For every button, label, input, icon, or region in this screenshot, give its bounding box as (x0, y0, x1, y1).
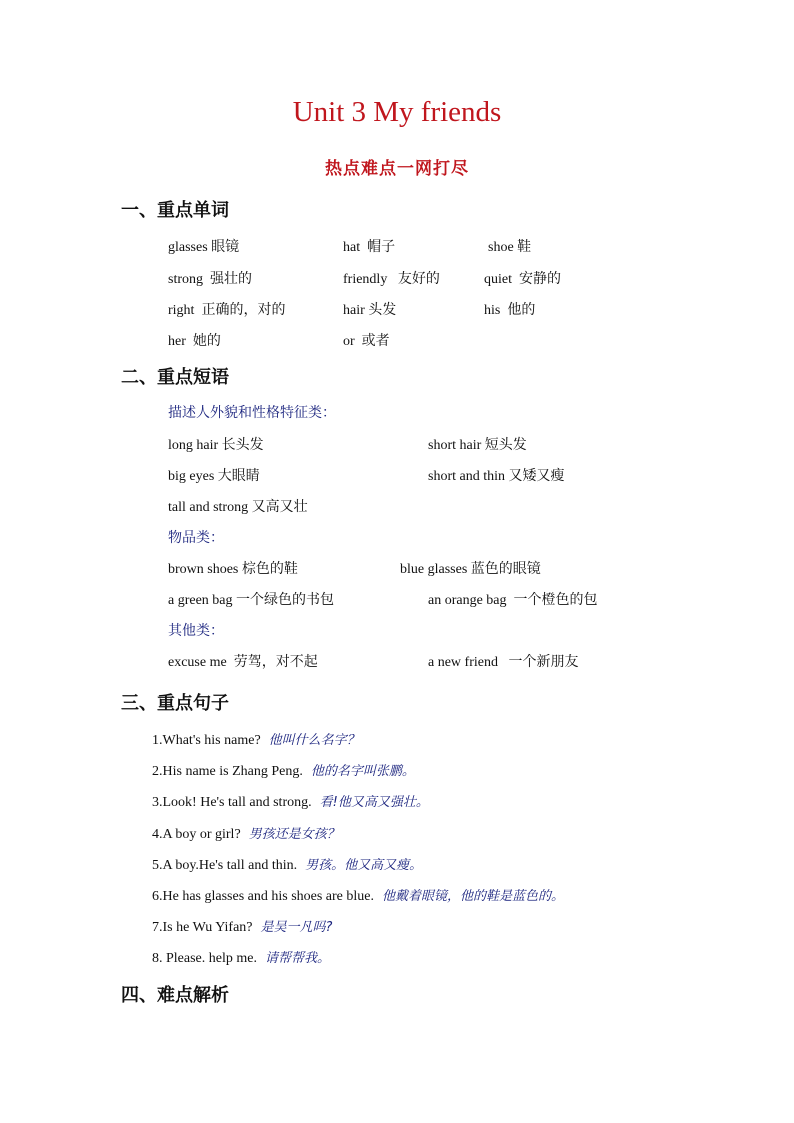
word-item: friendly 友好的 (343, 271, 440, 287)
section-heading-key-words: 一、重点单词 (121, 200, 229, 221)
sentence-item: 7.Is he Wu Yifan? 是吴一凡吗? (152, 920, 333, 935)
word-item: or 或者 (343, 333, 390, 349)
sentence-item: 5.A boy.He's tall and thin. 男孩。他又高又瘦。 (152, 858, 423, 873)
word-item: glasses 眼镜 (168, 239, 240, 255)
sentence-item: 3.Look! He's tall and strong. 看!他又高又强壮。 (152, 795, 429, 810)
word-item: hair 头发 (343, 302, 397, 318)
phrase-category-others: 其他类： (168, 623, 224, 639)
word-item: his 他的 (484, 302, 536, 318)
phrase-item: short and thin 又矮又瘦 (428, 468, 565, 484)
word-item: hat 帽子 (343, 239, 396, 255)
phrase-item: a new friend 一个新朋友 (428, 654, 579, 670)
word-item: her 她的 (168, 333, 221, 349)
phrase-item: long hair 长头发 (168, 437, 264, 453)
phrase-item: excuse me 劳驾，对不起 (168, 654, 318, 670)
phrase-item: an orange bag 一个橙色的包 (428, 592, 598, 608)
sentence-item: 4.A boy or girl? 男孩还是女孩？ (152, 827, 340, 842)
phrase-category-objects: 物品类： (168, 530, 224, 546)
phrase-item: blue glasses 蓝色的眼镜 (400, 561, 541, 577)
sentence-item: 1.What's his name? 他叫什么名字？ (152, 733, 360, 748)
phrase-item: big eyes 大眼睛 (168, 468, 260, 484)
section-heading-difficult-points: 四、难点解析 (121, 985, 229, 1006)
phrase-item: tall and strong 又高又壮 (168, 499, 308, 515)
phrase-item: short hair 短头发 (428, 437, 527, 453)
section-heading-key-sentences: 三、重点句子 (121, 693, 229, 714)
section-heading-key-phrases: 二、重点短语 (121, 367, 229, 388)
word-item: quiet 安静的 (484, 271, 561, 287)
sentence-item: 6.He has glasses and his shoes are blue. 他戴着眼镜，他的鞋是蓝色的。 (152, 889, 565, 904)
page-subtitle: 热点难点一网打尽 (325, 159, 469, 179)
sentence-item: 2.His name is Zhang Peng. 他的名字叫张鹏。 (152, 764, 415, 779)
word-item: right 正确的，对的 (168, 302, 286, 318)
phrase-item: a green bag 一个绿色的书包 (168, 592, 335, 608)
phrase-item: brown shoes 棕色的鞋 (168, 561, 298, 577)
page-title: Unit 3 My friends (292, 96, 502, 128)
word-item: shoe 鞋 (488, 239, 532, 255)
phrase-category-appearance: 描述人外貌和性格特征类： (168, 405, 336, 421)
sentence-item: 8. Please. help me. 请帮帮我。 (152, 951, 330, 966)
word-item: strong 强壮的 (168, 271, 252, 287)
